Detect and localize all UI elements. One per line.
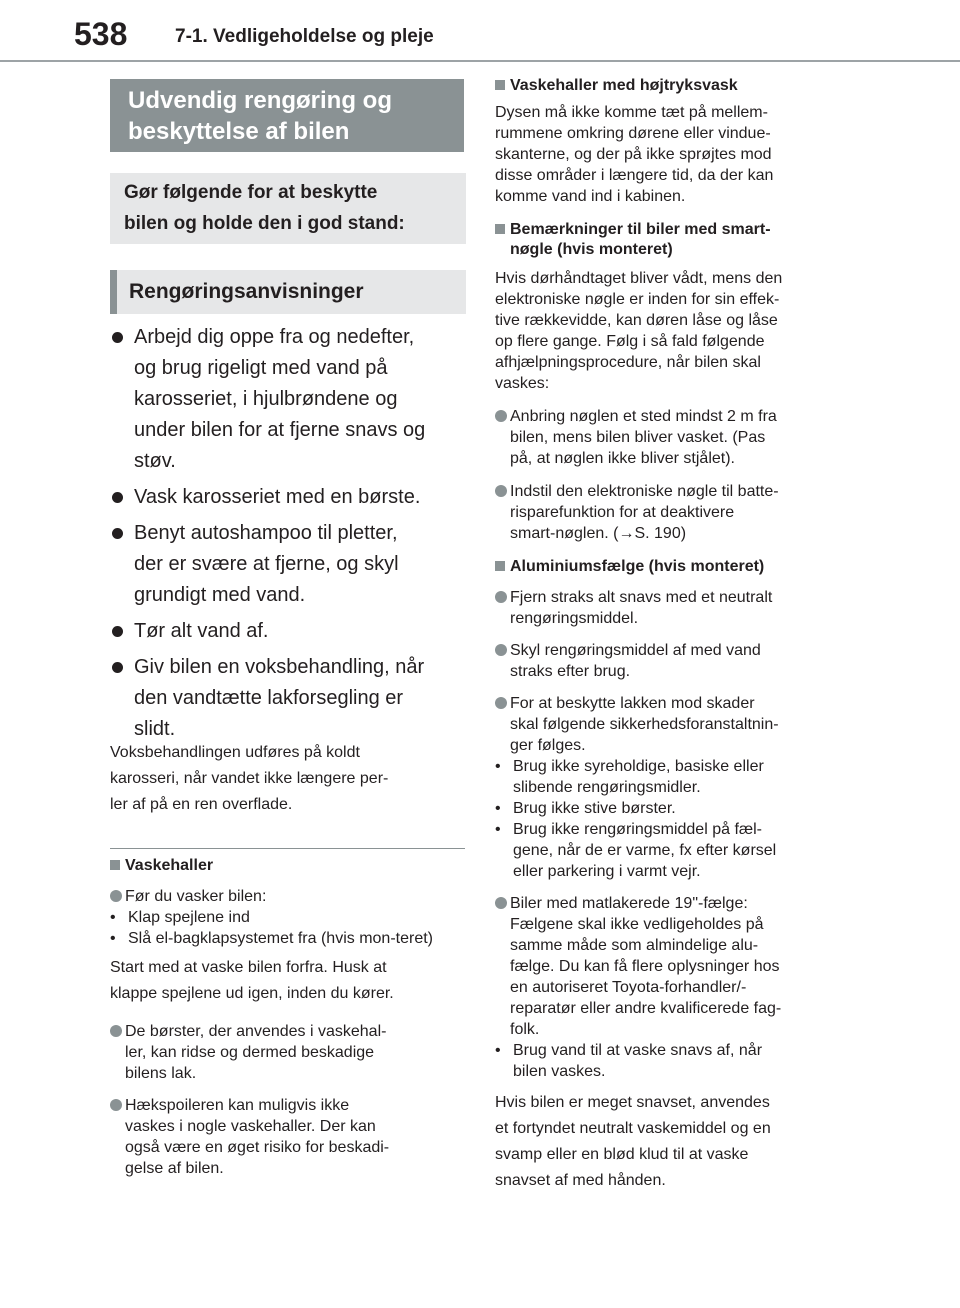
- list-item: [495, 640, 857, 682]
- text-line: ler, kan ridse og dermed beskadige: [125, 1044, 375, 1061]
- text-line: risparefunktion for at deaktivere: [510, 504, 735, 521]
- list-item: • Brug ikke rengøringsmiddel på fæl- gene, når de er varme, fx efter kørsel eller parkering i varmt vejr.: [495, 821, 777, 880]
- right-column: [495, 76, 857, 1194]
- high-pressure-text: [495, 102, 857, 207]
- text-line: bilens lak.: [125, 1065, 197, 1082]
- circle-bullet-icon: [495, 644, 507, 656]
- text-line: den vandtætte lakforsegling er: [134, 687, 404, 709]
- text-line: Giv bilen en voksbehandling, når: [134, 656, 425, 678]
- list-item: • Brug ikke syreholdige, basiske eller slibende rengøringsmidler.: [495, 758, 764, 796]
- text-line: Hvis dørhåndtaget bliver vådt, mens den: [495, 270, 783, 287]
- list-item: • Brug vand til at vaske snavs af, når bilen vaskes.: [495, 1042, 763, 1080]
- text-line: vaskes i nogle vaskehaller. Der kan: [125, 1118, 376, 1135]
- text-line: folk.: [510, 1021, 540, 1038]
- page-reference-link[interactable]: smart-nøglen. (→S. 190): [510, 525, 687, 542]
- page-number: 538: [74, 16, 128, 52]
- text-line: Vask karosseriet med en børste.: [134, 486, 421, 508]
- text-line: samme måde som almindelige alu-: [510, 937, 759, 954]
- text-line: skal følgende sikkerhedsforanstaltnin-: [510, 716, 779, 733]
- text-line: tive rækkevidde, kan døren låse og låse: [495, 312, 778, 329]
- list-item: [495, 406, 857, 469]
- text-line: karosseriet, i hjulbrøndene og: [134, 388, 398, 410]
- text-line: straks efter brug.: [510, 663, 631, 680]
- list-item: [110, 652, 466, 745]
- circle-bullet-icon: [495, 410, 507, 422]
- circle-bullet-icon: [110, 1099, 122, 1111]
- text-line: og brug rigeligt med vand på: [134, 357, 388, 379]
- circle-bullet-icon: [495, 697, 507, 709]
- text-line: op flere gange. Følg i så fald følgende: [495, 333, 765, 350]
- text-line: Anbring nøglen et sted mindst 2 m fra: [510, 408, 777, 425]
- matte-wheels-list: [495, 1040, 857, 1082]
- text-line: skanterne, og der på ikke sprøjtes mod: [495, 146, 772, 163]
- text-line: Dysen må ikke komme tæt på mellem-: [495, 104, 768, 121]
- alloy-precautions-list: [495, 756, 857, 882]
- text-line: Hækspoileren kan muligvis ikke: [125, 1097, 350, 1114]
- cleaning-instructions-list: [110, 322, 466, 750]
- text-line: disse områder i længere tid, da der kan: [495, 167, 774, 184]
- text-line: svamp eller en blød klud til at vaske: [495, 1146, 749, 1163]
- list-item: • Klap spejlene ind: [110, 909, 250, 926]
- car-wash-section: [110, 856, 466, 1179]
- list-item: • Slå el-bagklapsystemet fra (hvis mon-teret): [110, 930, 433, 947]
- circle-bullet-icon: [495, 591, 507, 603]
- text-line: Hvis bilen er meget snavset, anvendes: [495, 1094, 770, 1111]
- before-wash-list: [110, 907, 466, 949]
- intro-box: [110, 173, 466, 244]
- bullet-icon: [112, 528, 123, 539]
- list-item: [495, 587, 857, 629]
- subheading-cleaning: Rengøringsanvisninger: [110, 270, 466, 314]
- text-line: grundigt med vand.: [134, 584, 306, 606]
- car-wash-heading: Vaskehaller: [110, 856, 466, 876]
- text-line: snavset af med hånden.: [495, 1172, 666, 1189]
- text-line: For at beskytte lakken mod skader: [510, 695, 755, 712]
- section-divider: [110, 848, 465, 849]
- text-line: rummene omkring dørene eller vindue-: [495, 125, 771, 142]
- bullet-icon: [112, 626, 123, 637]
- list-item: [110, 616, 466, 647]
- text-line: Tør alt vand af.: [134, 620, 269, 642]
- chapter-title-box: [110, 79, 464, 152]
- text-line: fælge. Du kan få flere oplysninger hos: [510, 958, 780, 975]
- text-line: komme vand ind i kabinen.: [495, 188, 686, 205]
- square-bullet-icon: [495, 224, 505, 234]
- circle-bullet-icon: [110, 890, 122, 902]
- text-line: klappe spejlene ud igen, inden du kører.: [110, 985, 394, 1002]
- circle-bullet-icon: [495, 897, 507, 909]
- list-item: [495, 693, 857, 756]
- smart-key-heading: Bemærkninger til biler med smart- nøgle (hvis monteret): [495, 220, 857, 260]
- header-divider: [0, 60, 960, 62]
- bullet-icon: [112, 332, 123, 343]
- square-bullet-icon: [110, 860, 120, 870]
- chapter-title-line: Udvendig rengøring og: [128, 87, 392, 114]
- text-line: gelse af bilen.: [125, 1160, 224, 1177]
- text-line: på, at nøglen ikke bliver stjålet).: [510, 450, 735, 467]
- text-line: bilen, mens bilen bliver vasket. (Pas: [510, 429, 766, 446]
- intro-line: Gør følgende for at beskytte: [124, 182, 378, 203]
- list-item: [495, 893, 857, 1040]
- circle-bullet-icon: [110, 1025, 122, 1037]
- text-line: Arbejd dig oppe fra og nedefter,: [134, 326, 415, 348]
- circle-bullet-icon: [495, 485, 507, 497]
- text-line: Før du vasker bilen:: [125, 888, 267, 905]
- text-line: slidt.: [134, 718, 176, 740]
- wax-note: [110, 740, 466, 818]
- text-line: afhjælpningsprocedure, når bilen skal: [495, 354, 761, 371]
- text-line: rengøringsmiddel.: [510, 610, 639, 627]
- text-line: et fortyndet neutralt vaskemiddel og en: [495, 1120, 771, 1137]
- text-line: karosseri, når vandet ikke længere per-: [110, 770, 389, 787]
- chapter-title-line: beskyttelse af bilen: [128, 118, 350, 145]
- text-line: Fælgene skal ikke vedligeholdes på: [510, 916, 764, 933]
- text-line: støv.: [134, 450, 176, 472]
- list-item: [495, 481, 857, 544]
- section-title: 7-1. Vedligeholdelse og pleje: [175, 26, 434, 47]
- text-line: en autoriseret Toyota-forhandler/-: [510, 979, 747, 996]
- text-line: Start med at vaske bilen forfra. Husk at: [110, 959, 387, 976]
- list-item: • Brug ikke stive børster.: [495, 800, 676, 817]
- high-pressure-heading: Vaskehaller med højtryksvask: [495, 76, 857, 96]
- list-item: [110, 1021, 466, 1084]
- text-line: Benyt autoshampoo til pletter,: [134, 522, 398, 544]
- dirty-car-note: [495, 1090, 857, 1194]
- text-line: der er svære at fjerne, og skyl: [134, 553, 399, 575]
- alloy-wheels-heading: Aluminiumsfælge (hvis monteret): [495, 557, 857, 577]
- text-line: Voksbehandlingen udføres på koldt: [110, 744, 360, 761]
- list-item: [110, 518, 466, 611]
- text-line: under bilen for at fjerne snavs og: [134, 419, 426, 441]
- bullet-icon: [112, 662, 123, 673]
- text-line: Skyl rengøringsmiddel af med vand: [510, 642, 761, 659]
- list-item: [110, 482, 466, 513]
- square-bullet-icon: [495, 561, 505, 571]
- text-line: elektroniske nøgle er inden for sin effek-: [495, 291, 780, 308]
- list-item: [110, 886, 466, 907]
- text-line: ger følges.: [510, 737, 586, 754]
- intro-line: bilen og holde den i god stand:: [124, 213, 405, 234]
- text-line: ler af på en ren overflade.: [110, 796, 293, 813]
- text-line: Indstil den elektroniske nøgle til batte-: [510, 483, 779, 500]
- text-line: reparatør eller andre kvalificerede fag-: [510, 1000, 782, 1017]
- list-item: [110, 322, 466, 477]
- square-bullet-icon: [495, 80, 505, 90]
- text-line: De børster, der anvendes i vaskehal-: [125, 1023, 387, 1040]
- text-line: vaskes:: [495, 375, 550, 392]
- smart-key-text: [495, 268, 857, 394]
- text-line: Biler med matlakerede 19"-fælge:: [510, 895, 748, 912]
- list-item: [110, 1095, 466, 1179]
- start-note: [110, 955, 466, 1007]
- bullet-icon: [112, 492, 123, 503]
- text-line: også være en øget risiko for beskadi-: [125, 1139, 390, 1156]
- text-line: Fjern straks alt snavs med et neutralt: [510, 589, 773, 606]
